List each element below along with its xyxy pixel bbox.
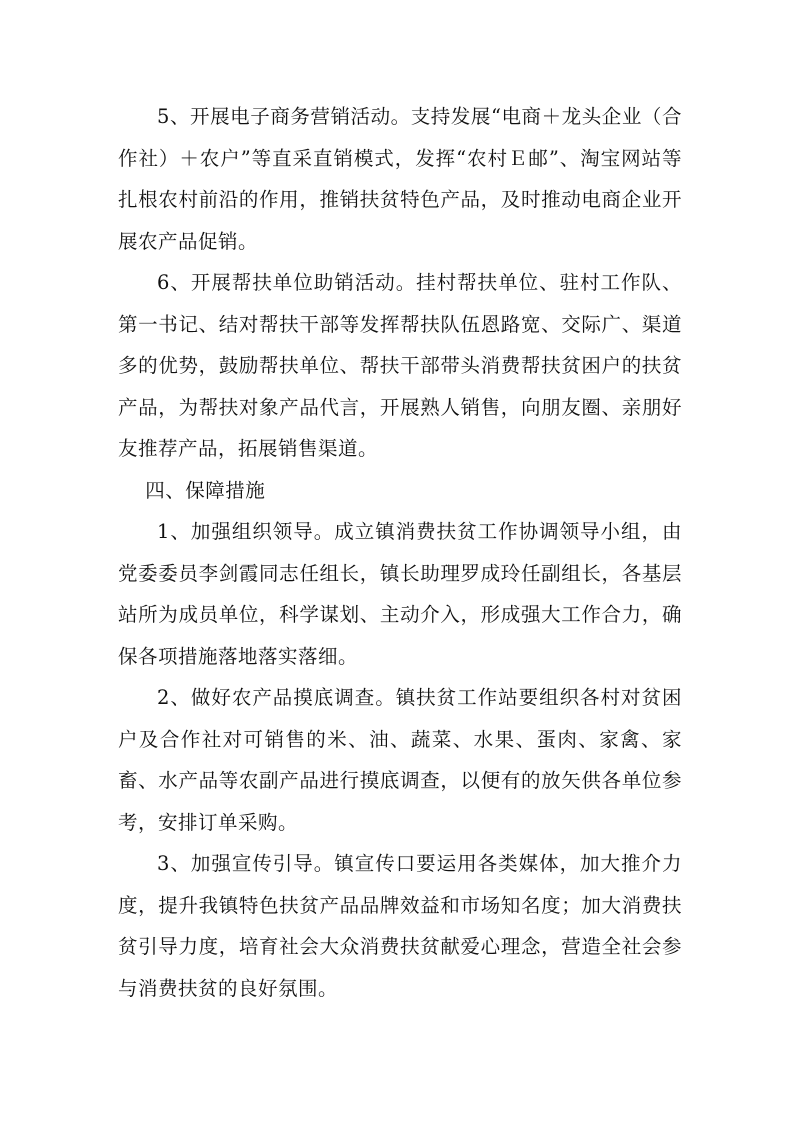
paragraph-6-assistance-units: 6、开展帮扶单位助销活动。挂村帮扶单位、驻村工作队、第一书记、结对帮扶干部等发挥帮扶队伍恩路宽、交际广、渠道多的优势，鼓励帮扶单位、帮扶干部带头消费帮扶贫困户的扶贫产品，为帮扶对象产品代言，开展熟人销售，向朋友圈、亲朋好友推荐产品，拓展销售渠道。 [118, 271, 682, 460]
paragraph-5-ecommerce: 5、开展电子商务营销活动。支持发展“电商＋龙头企业（合作社）＋农户”等直采直销模式，发挥“农村Ｅ邮”、淘宝网站等扎根农村前沿的作用，推销扶贫特色产品，及时推动电商企业开展农产品促销。 [118, 105, 682, 253]
section-heading-safeguards: 四、保障措施 [145, 478, 266, 502]
paragraph-safeguard-1: 1、加强组织领导。成立镇消费扶贫工作协调领导小组，由党委委员李剑霞同志任组长，镇长助理罗成玲任副组长，各基层站所为成员单位，科学谋划、主动介入，形成强大工作合力，确保各项措施落地落实落细。 [118, 520, 682, 668]
paragraph-safeguard-3: 3、加强宣传引导。镇宣传口要运用各类媒体，加大推介力度，提升我镇特色扶贫产品品牌效益和市场知名度；加大消费扶贫引导力度，培育社会大众消费扶贫献爱心理念，营造全社会参与消费扶贫的良好氛围。 [118, 852, 682, 1000]
paragraph-safeguard-2: 2、做好农产品摸底调查。镇扶贫工作站要组织各村对贫困户及合作社对可销售的米、油、蔬菜、水果、蛋肉、家禽、家畜、水产品等农副产品进行摸底调查，以便有的放矢供各单位参考，安排订单采购。 [118, 686, 682, 834]
document-page [118, 96, 682, 1009]
